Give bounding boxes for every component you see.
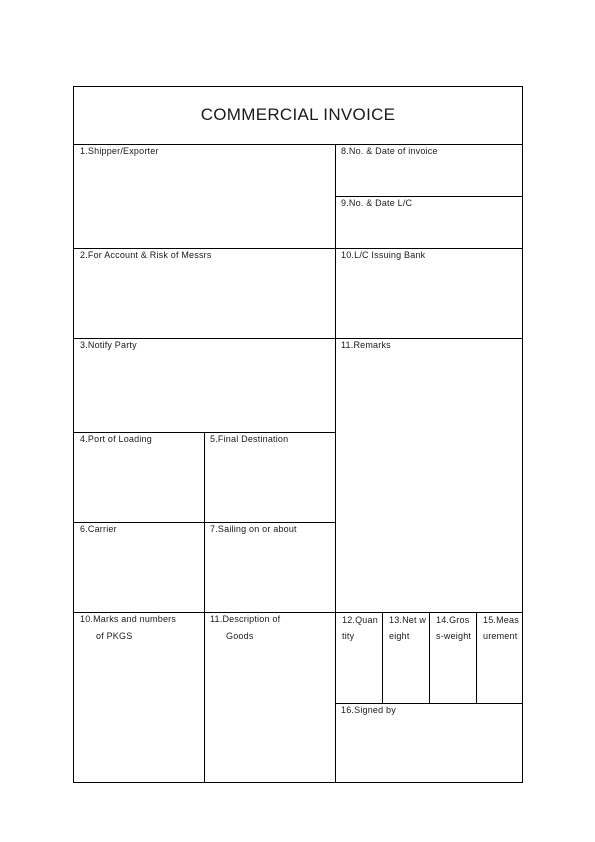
lc-issuing-bank-label: 10.L/C Issuing Bank [341, 250, 426, 260]
description-label-line1: 11.Description of [210, 614, 281, 624]
rule-main-divider [335, 144, 336, 782]
port-of-loading-label: 4.Port of Loading [80, 434, 152, 444]
rule-qty-net [382, 612, 383, 703]
invoice-form [73, 86, 523, 783]
notify-party-label: 3.Notify Party [80, 340, 137, 350]
sailing-label: 7.Sailing on or about [210, 524, 297, 534]
document-title: COMMERCIAL INVOICE [200, 105, 396, 124]
marks-label-line1: 10.Marks and numbers [80, 614, 177, 624]
rule-left-divider-bottom [204, 612, 205, 782]
final-destination-label: 5.Final Destination [210, 434, 289, 444]
rule-left-divider-mid [204, 432, 205, 612]
rule-row2-bottom [74, 338, 522, 339]
description-label-line2: Goods [226, 631, 254, 641]
marks-label-line2: of PKGS [96, 631, 133, 641]
gross-weight-label: 14.Gross-weight [436, 615, 472, 641]
shipper-label: 1.Shipper/Exporter [80, 146, 159, 156]
carrier-label: 6.Carrier [80, 524, 117, 534]
rule-gross-measure [476, 612, 477, 703]
account-risk-label: 2.For Account & Risk of Messrs [80, 250, 212, 260]
measurement-label: 15.Measurement [483, 615, 519, 641]
lc-no-date-label: 9.No. & Date L/C [341, 198, 413, 208]
signed-by-label: 16.Signed by [341, 705, 396, 715]
remarks-label: 11.Remarks [341, 340, 391, 350]
rule-net-gross [429, 612, 430, 703]
invoice-no-date-label: 8.No. & Date of invoice [341, 146, 438, 156]
quantity-label: 12.Quantity [342, 615, 378, 641]
net-weight-label: 13.Net weight [389, 615, 427, 641]
